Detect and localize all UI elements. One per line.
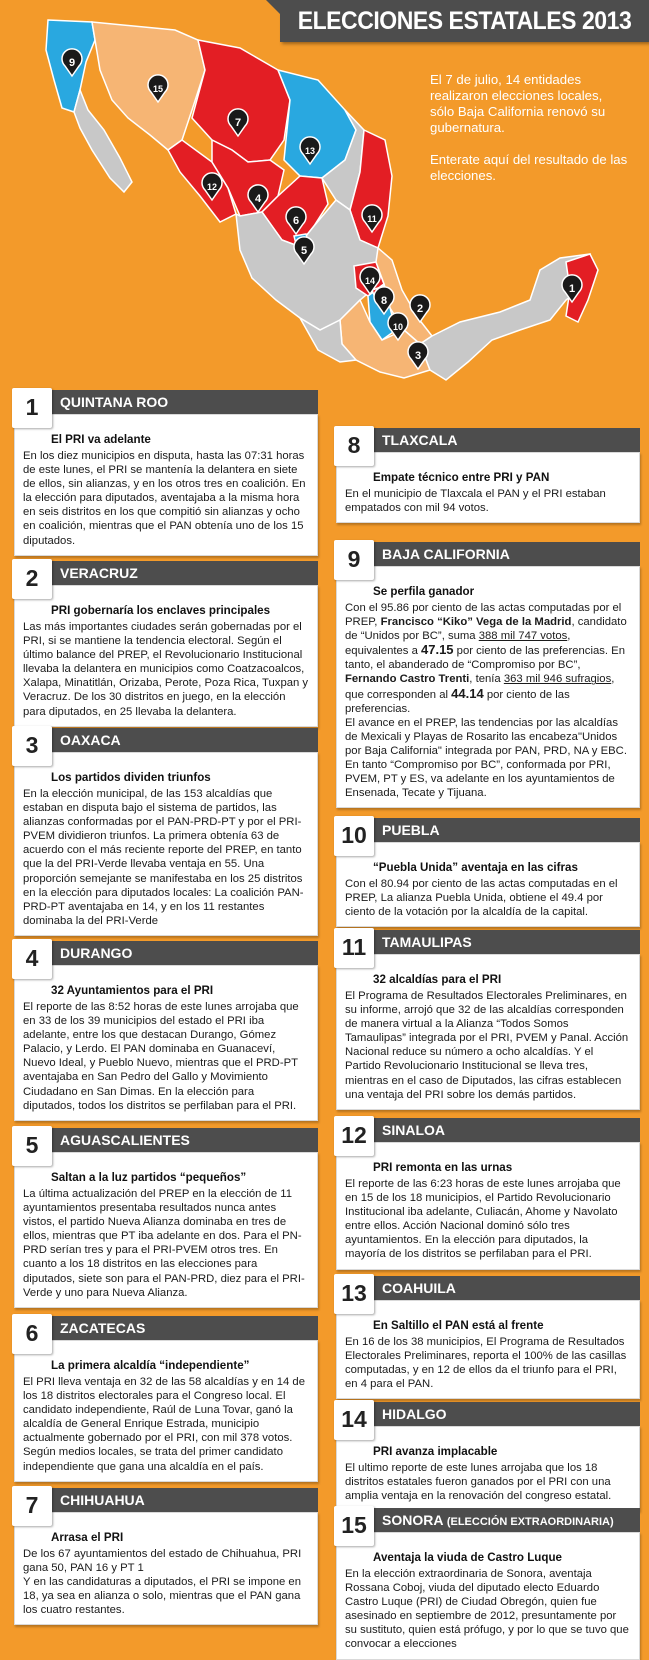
card-state: TAMAULIPAS — [382, 934, 472, 950]
card-number: 4 — [12, 939, 52, 979]
card-veracruz — [8, 561, 318, 727]
card-text: Con el 95.86 por ciento de las actas computadas por el PREP, Francisco “Kiko” Vega de la Madrid, candidato de “Unidos por BC”, suma 388 mil 747 votos, equivalentes a 47.15 por ciento de las preferencias. En tanto, el abanderado de “Compromiso por BC”, Fernando Castro Trenti, tenía 363 mil 946 sufragios, que corresponden al 44.14 por ciento de las preferencias. — [345, 602, 627, 715]
svg-text:8: 8 — [380, 295, 388, 307]
page-title: ELECCIONES ESTATALES 2013 — [297, 7, 632, 35]
card-subtitle: PRI avanza implacable — [373, 1445, 498, 1458]
card-header — [24, 1316, 318, 1346]
card-body — [336, 1300, 640, 1399]
card-header — [24, 390, 318, 420]
card-sinaloa — [330, 1118, 640, 1270]
card-header — [341, 930, 640, 960]
svg-text:14: 14 — [364, 276, 376, 286]
card-number: 13 — [334, 1274, 374, 1314]
card-header — [346, 542, 640, 572]
card-text: En la elección extraordinaria de Sonora, aventaja Rossana Coboj, viuda del diputado electo Eduardo Castro Luque (PRI) de Ciudad Obregón, quien fue asesinado en septiembre de 2012, presuntamente por su sustituto, quien está prófugo, y por lo que se tuvo que convocar a elecciones — [345, 1568, 629, 1651]
candidate-vega: Francisco “Kiko” Vega de la Madrid — [380, 616, 572, 629]
card-subtitle: Saltan a la luz partidos “pequeños” — [51, 1171, 247, 1184]
card-puebla — [330, 818, 640, 927]
card-text: Las más importantes ciudades serán gobernadas por el PRI, si se mantiene la tendencia electoral. Según el último balance del PREP, el Revolucionario Institucional llevaba la delantera en municipios como Coatzacoalcos, Xalapa, Minatitlán, Orizaba, Perote, Poza Rica, Tuxpan y Veracruz. De los 30 distritos en juego, en la elección para diputados, en 25 llevaba la delantera. — [23, 621, 309, 718]
card-subtitle: 32 alcaldías para el PRI — [373, 973, 502, 986]
card-body — [336, 1532, 640, 1660]
votes-castro: 363 mil 946 sufragios — [503, 673, 612, 686]
card-oaxaca — [8, 728, 318, 936]
card-zacatecas — [8, 1316, 318, 1482]
card-body — [14, 1152, 318, 1308]
card-durango — [8, 941, 318, 1121]
card-text: El Programa de Resultados Electorales Preliminares, en su informe, arrojó que 32 de las alcaldías corresponden de manera virtual a la Alianza “Todos Somos Tamaulipas” integrada por el PRI, PVEM y Panal. Acción Nacional reduce su número a ocho alcaldías. Y el Partido Revolucionario Institucional se lleva tres, mientras en el caso de Diputados, las cifras establecen una ventaja del PRI sobre los demás partidos. — [345, 990, 629, 1101]
card-number: 12 — [334, 1116, 374, 1156]
card-header — [341, 818, 640, 848]
title-notch — [266, 0, 280, 14]
card-header — [341, 1402, 640, 1432]
card-body — [336, 954, 640, 1110]
card-state: PUEBLA — [382, 822, 440, 838]
card-subtitle: La primera alcaldía “independiente” — [51, 1359, 250, 1372]
svg-text:4: 4 — [254, 193, 262, 205]
card-quintana-roo — [8, 390, 318, 556]
card-number: 11 — [334, 928, 374, 968]
votes-vega: 388 mil 747 votos — [478, 630, 568, 643]
intro-paragraph-2: Enterate aquí del resultado de las elecciones. — [430, 152, 628, 183]
svg-text:6: 6 — [292, 215, 300, 227]
card-coahuila — [330, 1276, 640, 1399]
card-subtitle: “Puebla Unida” aventaja en las cifras — [373, 861, 578, 874]
card-subtitle: En Saltillo el PAN está al frente — [373, 1319, 544, 1332]
card-state: TLAXCALA — [382, 432, 458, 448]
card-body — [14, 752, 318, 936]
card-sonora — [330, 1508, 640, 1660]
card-body — [336, 566, 640, 808]
card-number: 1 — [12, 388, 52, 428]
card-baja-california — [330, 542, 640, 808]
card-chihuahua — [8, 1488, 318, 1625]
percent-castro: 44.14 — [451, 685, 484, 701]
card-body — [14, 1512, 318, 1625]
card-state: ZACATECAS — [60, 1320, 146, 1336]
card-subtitle: Aventaja la viuda de Castro Luque — [373, 1551, 562, 1564]
card-text: En 16 de los 38 municipios, El Programa de Resultados Electorales Preliminares, reporta el 100% de las casillas computadas, y en 12 de ellos da el triunfo para el PRI, en 4 para el PAN. — [345, 1336, 627, 1391]
card-number: 14 — [334, 1400, 374, 1440]
card-state-note: (ELECCIÓN EXTRAORDINARIA) — [446, 1516, 614, 1528]
svg-text:11: 11 — [367, 214, 377, 224]
svg-text:10: 10 — [392, 322, 404, 332]
candidate-castro: Fernando Castro Trenti — [345, 673, 470, 686]
card-state: CHIHUAHUA — [60, 1492, 145, 1508]
svg-text:7: 7 — [234, 117, 242, 129]
title-bar — [280, 0, 649, 42]
card-text: El PRI lleva ventaja en 32 de las 58 alcaldías y en 14 de los 18 distritos electorales para el Congreso local. El candidato independiente, Raúl de Luna Tovar, ganó la alcaldía de General Enrique Estrada, municipio actualmente gobernado por el PRI, con mil 378 votos. Según medios locales, se trata del primer candidato independiente que gana una alcaldía en el país. — [23, 1376, 305, 1473]
card-header — [24, 941, 318, 971]
card-hidalgo — [330, 1402, 640, 1511]
card-subtitle: El PRI va adelante — [51, 433, 151, 446]
card-subtitle: Empate técnico entre PRI y PAN — [373, 471, 550, 484]
card-header — [24, 728, 318, 758]
card-text: De los 67 ayuntamientos del estado de Chihuahua, PRI gana 50, PAN 16 y PT 1 Y en las candidaturas a diputados, el PRI se impone en 18, ya sea en alianza o solo, mientras que el PAN gana los cuatro restantes. — [23, 1548, 302, 1617]
state-chihuahua[interactable] — [192, 40, 290, 162]
intro-paragraph-1: El 7 de julio, 14 entidades realizaron elecciones locales, sólo Baja California renovó su gubernatura. — [430, 72, 606, 135]
svg-text:12: 12 — [206, 182, 218, 192]
card-state: COAHUILA — [382, 1280, 456, 1296]
card-body — [14, 414, 318, 556]
card-text-2: El avance en el PREP, las tendencias por las alcaldías de Mexicali y Playas de Rosarito las encabeza"Unidos por Baja California" integrada por PAN, PRD, NA y EBC. En tanto “Compromiso por BC”, conformada por PRI, PVEM, PT y ES, va adelante en los ayuntamientos de Ensenada, Tecate y Tijuana. — [345, 716, 627, 800]
mexico-map — [0, 0, 649, 400]
card-subtitle: Los partidos dividen triunfos — [51, 771, 211, 784]
card-number: 9 — [334, 540, 374, 580]
card-body — [14, 585, 318, 727]
card-text: La última actualización del PREP en la elección de 11 ayuntamientos presentaba resultados nunca antes vistos, el partido Nueva Alianza dominaba en tres de ellos, mientras que PT iba adelante en dos. Para el PN-PRD serían tres y para el PRI-PVEM otros tres. En cuanto a los 18 distritos en las elecciones para diputados, siete son para el PAN-PRD, diez para el PRI-Verde y uno para Nueva Alianza. — [23, 1188, 305, 1299]
card-tlaxcala — [330, 428, 640, 523]
card-tamaulipas — [330, 930, 640, 1110]
card-body — [336, 1426, 640, 1511]
card-number: 5 — [12, 1126, 52, 1166]
card-state: DURANGO — [60, 945, 133, 961]
card-subtitle: PRI remonta en las urnas — [373, 1161, 513, 1174]
card-number: 10 — [334, 816, 374, 856]
card-number: 6 — [12, 1314, 52, 1354]
svg-text:3: 3 — [414, 350, 422, 362]
state-southeast-gray — [420, 254, 592, 380]
card-state: BAJA CALIFORNIA — [382, 546, 510, 562]
card-header — [24, 1128, 318, 1158]
card-header — [341, 1508, 640, 1538]
svg-text:2: 2 — [416, 303, 424, 315]
card-number: 15 — [334, 1506, 374, 1546]
card-state: QUINTANA ROO — [60, 394, 169, 410]
card-text: En la elección municipal, de las 153 alcaldías que estaban en disputa bajo el sistema de partidos, las alianzas conformadas por el PAN-PRD-PT y por el PRI-PVEM dividieron triunfos. La primera obtenía 63 de acuerdo con el más reciente reporte del PREP, en tanto que la del PRI-Verde llevaba ventaja en 55. Una proporción semejante se manifestaba en los 25 distritos en la elección para diputados locales: La coalición PAN-PRD-PT aventajaba en 14, y en los 11 restantes dominaba la del PRI-Verde — [23, 788, 304, 927]
card-text: El reporte de las 8:52 horas de este lunes arrojaba que en 33 de los 39 municipios del estado el PRI iba adelante, entre los que destacan Durango, Gómez Palacio, y Lerdo. El PAN dominaba en Guanaceví, Nuevo Ideal, y Pueblo Nuevo, mientras que el PRD-PT aventajaba en San Pedro del Gallo y Movimiento Ciudadano en San Dimas. En la elección para diputados, todos los distritos se perfilaban para el PRI. — [23, 1001, 299, 1112]
card-text: El reporte de las 6:23 horas de este lunes arrojaba que en 15 de los 18 municipios, el Partido Revolucionario Institucional iba adelante, Culiacán, Ahome y Navolato entre ellos. Acción Nacional dominó sólo tres ayuntamientos. En la elección para diputados, la mayoría de los distritos se perfilaban para el PRI. — [345, 1178, 621, 1261]
card-subtitle: PRI gobernaría los enclaves principales — [51, 604, 271, 617]
svg-text:9: 9 — [68, 57, 76, 69]
card-header — [24, 1488, 318, 1518]
svg-text:1: 1 — [568, 283, 576, 295]
svg-text:5: 5 — [300, 245, 308, 257]
card-number: 7 — [12, 1486, 52, 1526]
card-body — [336, 452, 640, 523]
card-subtitle: Arrasa el PRI — [51, 1531, 124, 1544]
card-text: El ultimo reporte de este lunes arrojaba que los 18 distritos estatales fueron ganados por el PRI con una amplia ventaja en la renovación del congreso estatal. — [345, 1462, 612, 1503]
card-aguascalientes — [8, 1128, 318, 1308]
card-body — [14, 1340, 318, 1482]
card-subtitle: 32 Ayuntamientos para el PRI — [51, 984, 214, 997]
card-header — [346, 428, 640, 458]
card-number: 8 — [334, 426, 374, 466]
card-text: Con el 80.94 por ciento de las actas computadas en el PREP, La alianza Puebla Unida, obtiene el 49.4 por ciento de la votación por la alcaldía de la capital. — [345, 878, 618, 919]
svg-text:15: 15 — [152, 84, 164, 94]
card-body — [14, 965, 318, 1121]
card-text: En los diez municipios en disputa, hasta las 07:31 horas de este lunes, el PRI se mantenía la delantera en siete de ellos, sin alianzas, y en los otros tres en coalición. En la elección para diputados, aventajaba a la misma hora en seis distritos en los que compitió sin alianzas y ocho en coalición, mientras que el PAN obtenía uno de los 15 diputados. — [23, 450, 306, 547]
card-header — [24, 561, 318, 591]
card-state: AGUASCALIENTES — [60, 1132, 190, 1148]
card-header — [341, 1118, 640, 1148]
card-state: OAXACA — [60, 732, 121, 748]
card-number: 3 — [12, 726, 52, 766]
card-text: En el municipio de Tlaxcala el PAN y el PRI estaban empatados con mil 94 votos. — [345, 488, 606, 515]
card-number: 2 — [12, 559, 52, 599]
svg-text:13: 13 — [304, 146, 316, 156]
card-state: VERACRUZ — [60, 565, 138, 581]
percent-vega: 47.15 — [421, 642, 454, 658]
card-state: SONORA (ELECCIÓN EXTRAORDINARIA) — [382, 1512, 614, 1528]
card-subtitle: Se perfila ganador — [373, 585, 475, 598]
card-state: SINALOA — [382, 1122, 445, 1138]
card-header — [341, 1276, 640, 1306]
card-body — [336, 842, 640, 927]
card-body — [336, 1142, 640, 1270]
intro-text — [430, 72, 630, 200]
card-state: HIDALGO — [382, 1406, 447, 1422]
